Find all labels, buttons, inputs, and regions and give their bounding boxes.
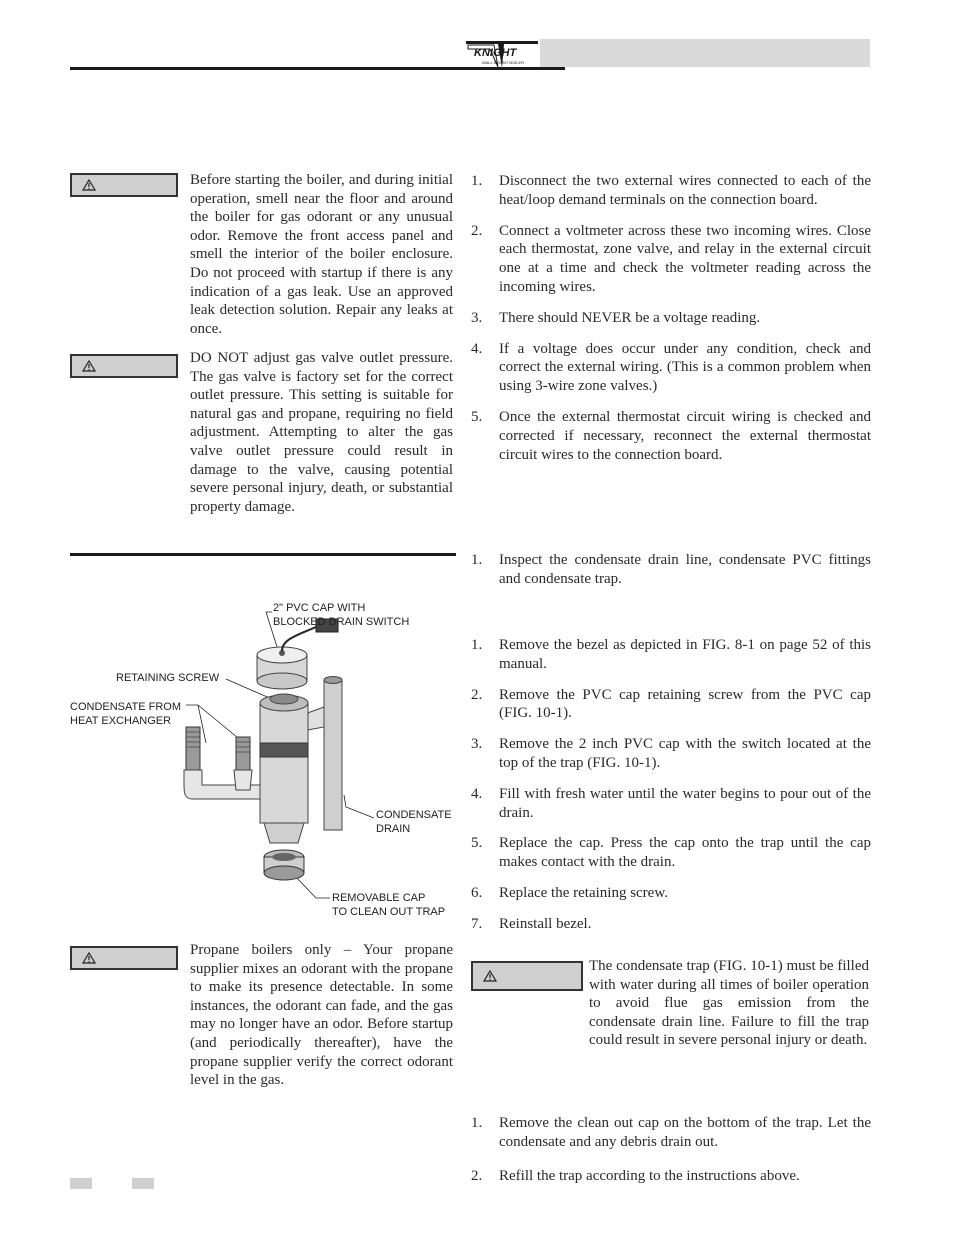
warning-text-2: DO NOT adjust gas valve outlet pressure. The gas valve is factory set for the correct outlet pressure. This setting is suitable for natural gas and propane, requiring no field adjustment. Attempting to alter the gas valve outlet pressure could result in damage to the valve, causing potential severe personal injury, death, or substantial property damage. [190,350,453,515]
warning-icon [82,179,96,191]
inspect-steps [471,551,871,589]
list-item: 1. Disconnect the two external wires connected to each of the heat/loop demand terminals on the connection board. [471,173,871,208]
list-item: 5. Once the external thermostat circuit wiring is checked and corrected if necessary, reconnect the external thermostat circuit wires to the connection board. [471,408,871,463]
thermostat-check-steps [471,172,871,464]
list-item: 4. If a voltage does occur under any condition, check and correct the external wiring. (This is a common problem when using 3-wire zone valves.) [471,340,871,395]
list-item: 5. Replace the cap. Press the cap onto the trap until the cap makes contact with the drain. [471,835,871,871]
warning-badge-2 [70,354,178,378]
label-cap-line1: 2" PVC CAP WITH [273,602,366,614]
list-item: 7. Reinstall bezel. [471,915,592,932]
warning-badge-1 [70,173,178,197]
logo-text: KNIGHT [474,47,517,59]
fill-trap-steps [471,636,871,934]
label-condensate-line2: HEAT EXCHANGER [70,715,172,727]
list-item: 6. Replace the retaining screw. [471,884,668,901]
header-band [540,39,870,67]
clean-trap-steps [471,1114,871,1185]
warning-badge-4 [471,961,583,991]
warning-icon [483,970,497,982]
label-retaining-screw: RETAINING SCREW [116,672,220,684]
list-item: 1. Remove the bezel as depicted in FIG. 8-1 on page 52 of this manual. [471,637,871,672]
warning-icon [82,952,96,964]
label-cap-line2: BLOCKED DRAIN SWITCH [273,616,410,628]
warning-text-3: Propane boilers only – Your propane supplier mixes an odorant with the propane to make its presence detectable. In some instances, the odorant can fade, and the gas may no longer have an odor. Before startup (and periodically thereafter), have the propane supplier verify the correct odorant level in the gas. [190,942,453,1089]
list-item: 1. Inspect the condensate drain line, condensate PVC fittings and condensate trap. [471,552,871,587]
list-item: 3. Remove the 2 inch PVC cap with the switch located at the top of the trap (FIG. 10-1). [471,736,871,771]
warning-text-1: Before starting the boiler, and during initial operation, smell near the floor and around the boiler for gas odorant or any unusual odor. Remove the front access panel and smell the interior of the boiler enclosure. Do not proceed with startup if there is any indication of a gas leak. Use an approved leak detection solution. Repair any leaks at once. [190,172,453,337]
list-item: 3. There should NEVER be a voltage reading. [471,309,761,326]
warning-icon [82,360,96,372]
knight-logo [464,37,542,71]
label-removable-line2: TO CLEAN OUT TRAP [332,906,446,918]
footer-marker-right [132,1178,154,1189]
list-item: 2. Connect a voltmeter across these two incoming wires. Close each thermostat, zone valve, and relay in the external circuit one at a time and check the voltmeter reading across the incoming wires. [471,222,871,295]
section-rule [70,553,456,556]
warning-badge-3 [70,946,178,970]
logo-subtext: WALL MOUNT BOILER [482,60,525,65]
list-item: 2. Refill the trap according to the instructions above. [471,1167,800,1184]
label-drain-line1: CONDENSATE [376,809,452,821]
list-item: 1. Remove the clean out cap on the bottom of the trap. Let the condensate and any debris drain out. [471,1115,871,1150]
label-drain-line2: DRAIN [376,823,411,835]
label-condensate-line1: CONDENSATE FROM [70,701,182,713]
list-item: 4. Fill with fresh water until the water begins to pour out of the drain. [471,785,871,821]
condensate-trap-figure [66,595,466,925]
footer-marker-left [70,1178,92,1189]
list-item: 2. Remove the PVC cap retaining screw from the PVC cap (FIG. 10-1). [471,686,871,722]
label-removable-line1: REMOVABLE CAP [332,892,426,904]
warning-text-4: The condensate trap (FIG. 10-1) must be filled with water during all times of boiler operation to avoid flue gas emission from the condensate drain line. Failure to fill the trap could result in severe personal injury or death. [589,958,869,1049]
